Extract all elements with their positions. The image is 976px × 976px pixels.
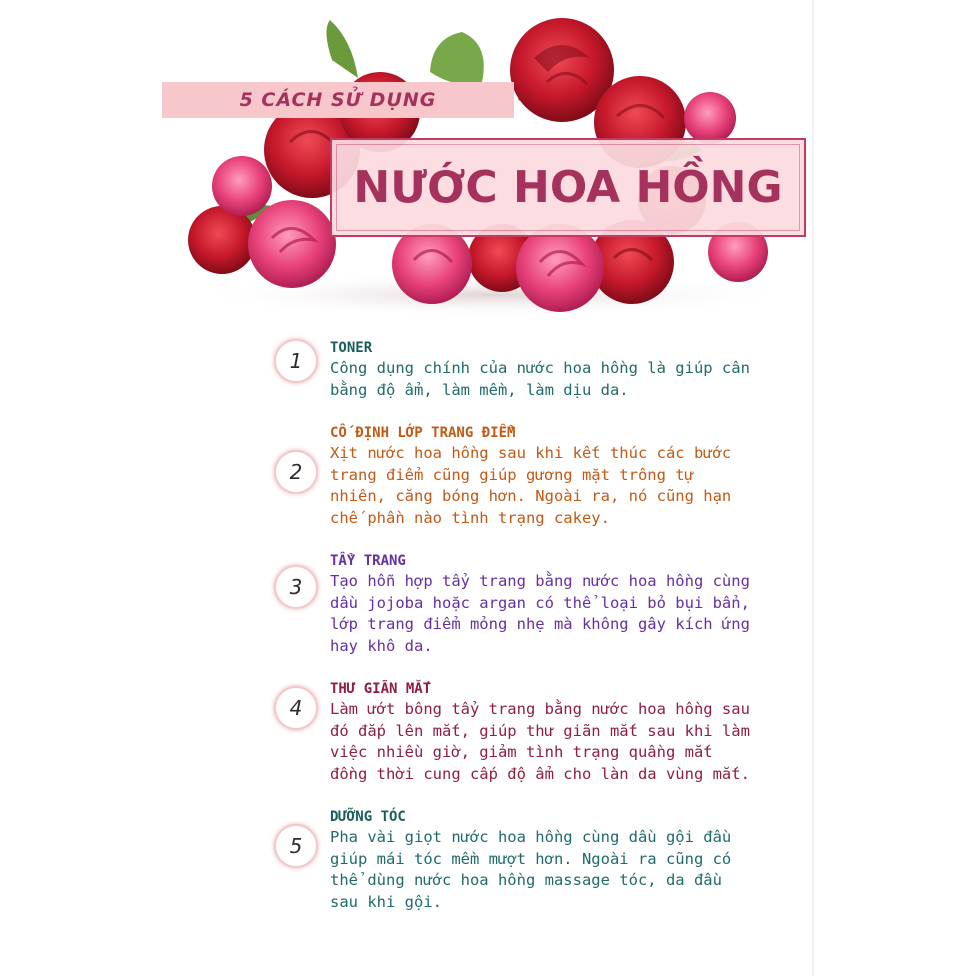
item-line: Pha vài giọt nước hoa hồng cùng dầu gội đầu xyxy=(330,828,732,846)
list-item-eye-relax xyxy=(330,679,790,785)
number-badge-text: 2 xyxy=(289,460,303,484)
number-badge-text: 1 xyxy=(289,349,303,373)
kicker-banner xyxy=(162,82,514,118)
number-badge-text: 5 xyxy=(289,834,303,858)
item-line: Làm ướt bông tẩy trang bằng nước hoa hồng sau xyxy=(330,700,750,718)
item-line: hay khô da. xyxy=(330,636,433,655)
page-title: NƯỚC HOA HỒNG xyxy=(353,162,783,213)
item-line: Tạo hỗn hợp tẩy trang bằng nước hoa hồng cùng xyxy=(330,572,750,590)
number-badge-2 xyxy=(274,450,318,494)
item-title: TONER xyxy=(330,340,373,356)
number-badge-text: 4 xyxy=(289,696,303,720)
item-line: việc nhiều giờ, giảm tình trạng quầng mắt xyxy=(330,743,713,761)
item-line: trang điểm cũng giúp gương mặt trông tự xyxy=(330,465,694,484)
item-line: Xịt nước hoa hồng sau khi kết thúc các bước xyxy=(330,444,732,462)
item-body xyxy=(330,699,790,785)
item-line: chế phần nào tình trạng cakey. xyxy=(330,508,610,527)
rose-bouquet-hero xyxy=(162,0,812,320)
item-body xyxy=(330,827,790,913)
number-badge-text: 3 xyxy=(289,575,303,599)
item-body xyxy=(330,571,790,657)
list-item-makeup-setting xyxy=(330,423,790,529)
number-badge-1 xyxy=(274,339,318,383)
number-badge-3 xyxy=(274,565,318,609)
item-line: giúp mái tóc mềm mượt hơn. Ngoài ra cũng có xyxy=(330,849,732,868)
page-edge xyxy=(812,0,814,976)
item-line: thể dùng nước hoa hồng massage tóc, da đầu xyxy=(330,871,722,889)
list-item-hair-care xyxy=(330,807,790,913)
item-title: TẨY TRANG xyxy=(330,553,406,569)
list-item-makeup-removal xyxy=(330,551,790,657)
item-line: nhiên, căng bóng hơn. Ngoài ra, nó cũng hạn xyxy=(330,487,732,505)
item-line: bằng độ ẩm, làm mềm, làm dịu da. xyxy=(330,380,629,399)
item-line: sau khi gội. xyxy=(330,892,442,911)
item-line: lớp trang điểm mỏng nhẹ mà không gây kích ứng xyxy=(330,615,750,633)
item-body xyxy=(330,443,790,529)
number-badge-5 xyxy=(274,824,318,868)
item-line: đó đắp lên mắt, giúp thư giãn mắt sau khi làm xyxy=(330,721,750,740)
number-badge-4 xyxy=(274,686,318,730)
list-item-toner xyxy=(330,338,790,401)
item-line: đồng thời cung cấp độ ẩm cho làn da vùng mắt. xyxy=(330,764,750,783)
item-line: dầu jojoba hoặc argan có thể loại bỏ bụi bẩn, xyxy=(330,593,750,612)
title-box xyxy=(330,138,806,237)
infographic-page xyxy=(162,0,812,976)
item-title: DƯỠNG TÓC xyxy=(330,809,406,825)
item-title: THƯ GIÃN MẮT xyxy=(330,681,432,697)
item-body xyxy=(330,358,790,401)
item-line: Công dụng chính của nước hoa hồng là giúp cân xyxy=(330,359,750,377)
kicker-text: 5 CÁCH SỬ DỤNG xyxy=(239,89,437,111)
item-title: CỐ ĐỊNH LỚP TRANG ĐIỂM xyxy=(330,425,516,441)
